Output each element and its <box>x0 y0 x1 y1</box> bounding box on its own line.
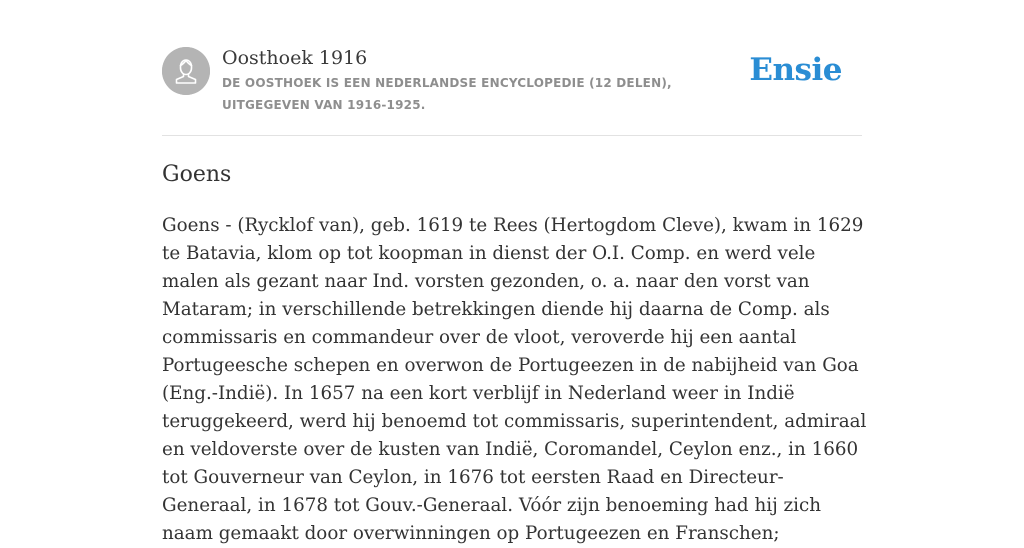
header-divider <box>162 135 862 136</box>
source-title[interactable]: Oosthoek 1916 <box>222 47 368 69</box>
user-avatar-icon[interactable] <box>162 47 210 95</box>
source-header <box>162 44 862 116</box>
entry-title: Goens <box>162 162 232 187</box>
entry-body: Goens - (Rycklof van), geb. 1619 te Rees (Hertogdom Cleve), kwam in 1629 te Batavia, klom op tot koopman in dienst der O.I. Comp. en werd vele malen als gezant naar Ind. vorsten gezonden, o. a. naar den vorst van Mataram; in verschillende betrekkingen diende hij daarna de Comp. als commissaris en commandeur over de vloot, veroverde hij een aantal Portugeesche schepen en overwon de Portugeezen in de nabijheid van Goa (Eng.-Indië). In 1657 na een kort verblijf in Nederland weer in Indië teruggekeerd, werd hij benoemd tot commissaris, superintendent, admiraal en veldoverste over de kusten van Indië, Coromandel, Ceylon enz., in 1660 tot Gouverneur van Ceylon, in 1676 tot eersten Raad en Directeur-Generaal, in 1678 tot Gouv.-Generaal. Vóór zijn benoeming had hij zich naam gemaakt door overwinningen op Portugeezen en Franschen; <box>162 215 867 544</box>
source-description: DE OOSTHOEK IS EEN NEDERLANDSE ENCYCLOPEDIE (12 DELEN), UITGEGEVEN VAN 1916-1925. <box>222 76 672 112</box>
ensie-logo-link[interactable]: Ensie <box>749 52 842 88</box>
